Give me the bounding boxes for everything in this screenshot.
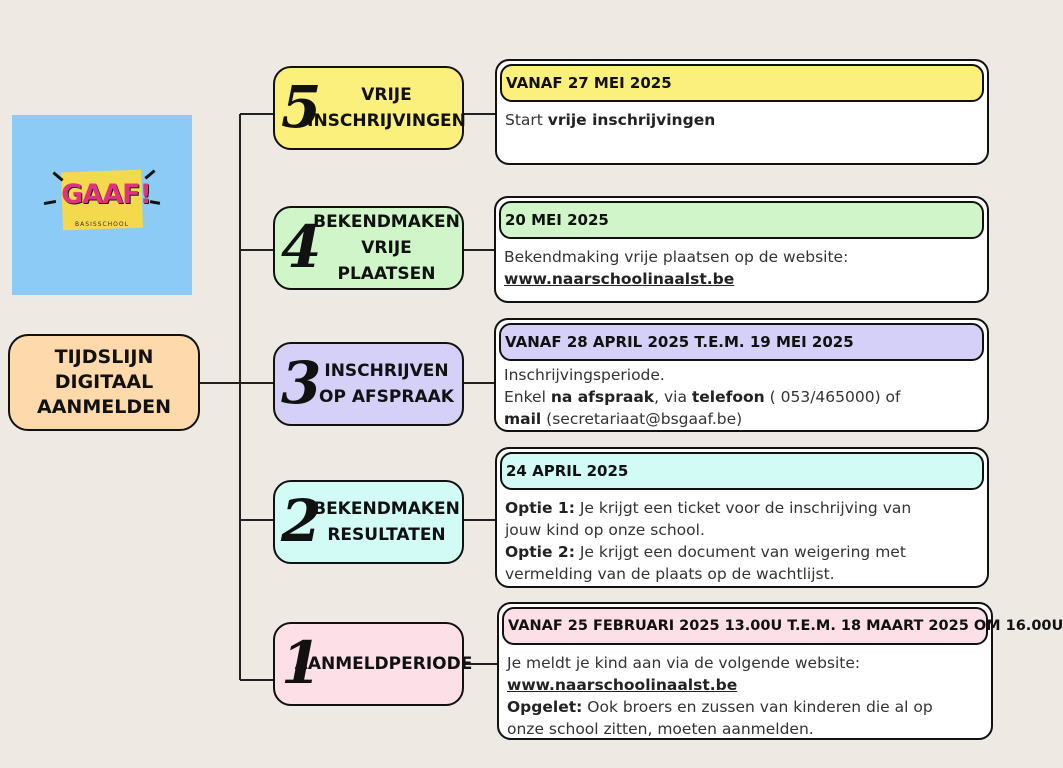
step-2-card — [495, 447, 989, 588]
detail-line — [505, 519, 979, 541]
step-number: 4 — [281, 213, 322, 281]
detail-line — [507, 652, 983, 674]
detail-line — [504, 408, 979, 430]
detail-text: vermelding van de plaats op de wachtlijst. — [505, 565, 835, 583]
detail-text: onze school zitten, moeten aanmelden. — [507, 720, 814, 738]
detail-text: (secretariaat@bsgaaf.be) — [541, 410, 743, 428]
step-4-card — [494, 196, 989, 303]
detail-text: Inschrijvingsperiode. — [504, 366, 665, 384]
detail-emphasis: Optie 2: — [505, 543, 575, 561]
detail-emphasis: telefoon — [691, 388, 765, 406]
detail-text: Je krijgt een document van weigering met — [574, 543, 906, 561]
detail-text: Ook broers en zussen van kinderen die al op — [582, 698, 933, 716]
detail-line — [505, 563, 979, 585]
step-details — [507, 652, 983, 740]
step-2-node — [273, 480, 464, 564]
step-1-node — [273, 622, 473, 706]
detail-line — [504, 246, 979, 268]
step-date: 20 MEI 2025 — [499, 201, 984, 239]
detail-text: Enkel — [504, 388, 551, 406]
detail-line — [507, 696, 983, 718]
website-link[interactable]: www.naarschoolinaalst.be — [504, 270, 735, 288]
detail-line — [504, 386, 979, 408]
detail-text: Start — [505, 111, 548, 129]
step-number: 2 — [281, 487, 322, 555]
detail-line — [507, 718, 983, 740]
step-label: VRIJE INSCHRIJVINGEN — [307, 85, 466, 131]
detail-line — [507, 674, 983, 696]
detail-line — [504, 268, 979, 290]
detail-line — [505, 109, 979, 131]
logo-text: GAAF! — [61, 179, 151, 210]
step-number: 5 — [281, 73, 322, 141]
step-label: AANMELDPERIODE — [294, 654, 473, 674]
step-date: 24 APRIL 2025 — [500, 452, 984, 490]
timeline-title: TIJDSLIJN DIGITAAL AANMELDEN — [37, 346, 171, 418]
step-label: BEKENDMAKEN RESULTATEN — [313, 499, 460, 545]
detail-text: Je meldt je kind aan via de volgende website: — [507, 654, 861, 672]
step-details — [504, 364, 979, 430]
website-link[interactable]: www.naarschoolinaalst.be — [507, 676, 738, 694]
step-1-card — [497, 602, 1063, 740]
detail-emphasis: Optie 1: — [505, 499, 575, 517]
detail-text: jouw kind op onze school. — [505, 521, 705, 539]
detail-emphasis: na afspraak — [550, 388, 655, 406]
detail-text: Je krijgt een ticket voor de inschrijving van — [574, 499, 912, 517]
detail-line — [505, 541, 979, 563]
detail-emphasis: mail — [504, 410, 542, 428]
step-3-node — [273, 342, 464, 426]
detail-line — [505, 497, 979, 519]
step-3-card — [494, 318, 989, 432]
step-5-node — [273, 66, 464, 150]
logo-subtitle: BASISSCHOOL — [75, 221, 129, 228]
step-5-card — [495, 59, 989, 165]
step-number: 3 — [281, 349, 322, 417]
step-4-node — [273, 206, 464, 290]
step-details — [504, 246, 979, 290]
detail-text: , via — [654, 388, 692, 406]
step-date: VANAF 25 FEBRUARI 2025 13.00U T.E.M. 18 MAART 2025 OM 16.00U — [502, 607, 988, 645]
step-date: VANAF 27 MEI 2025 — [500, 64, 984, 102]
step-number: 1 — [281, 629, 322, 697]
detail-emphasis: Opgelet: — [507, 698, 583, 716]
detail-line — [504, 364, 979, 386]
step-details — [505, 497, 979, 585]
step-details — [505, 109, 979, 131]
step-label: INSCHRIJVEN OP AFSPRAAK — [319, 361, 454, 407]
step-label: BEKENDMAKEN VRIJE PLAATSEN — [313, 212, 460, 284]
timeline-root — [8, 334, 200, 431]
detail-text: Bekendmaking vrije plaatsen op de website: — [504, 248, 849, 266]
detail-text: ( 053/465000) of — [764, 388, 901, 406]
detail-emphasis: vrije inschrijvingen — [547, 111, 716, 129]
step-date: VANAF 28 APRIL 2025 T.E.M. 19 MEI 2025 — [499, 323, 984, 361]
